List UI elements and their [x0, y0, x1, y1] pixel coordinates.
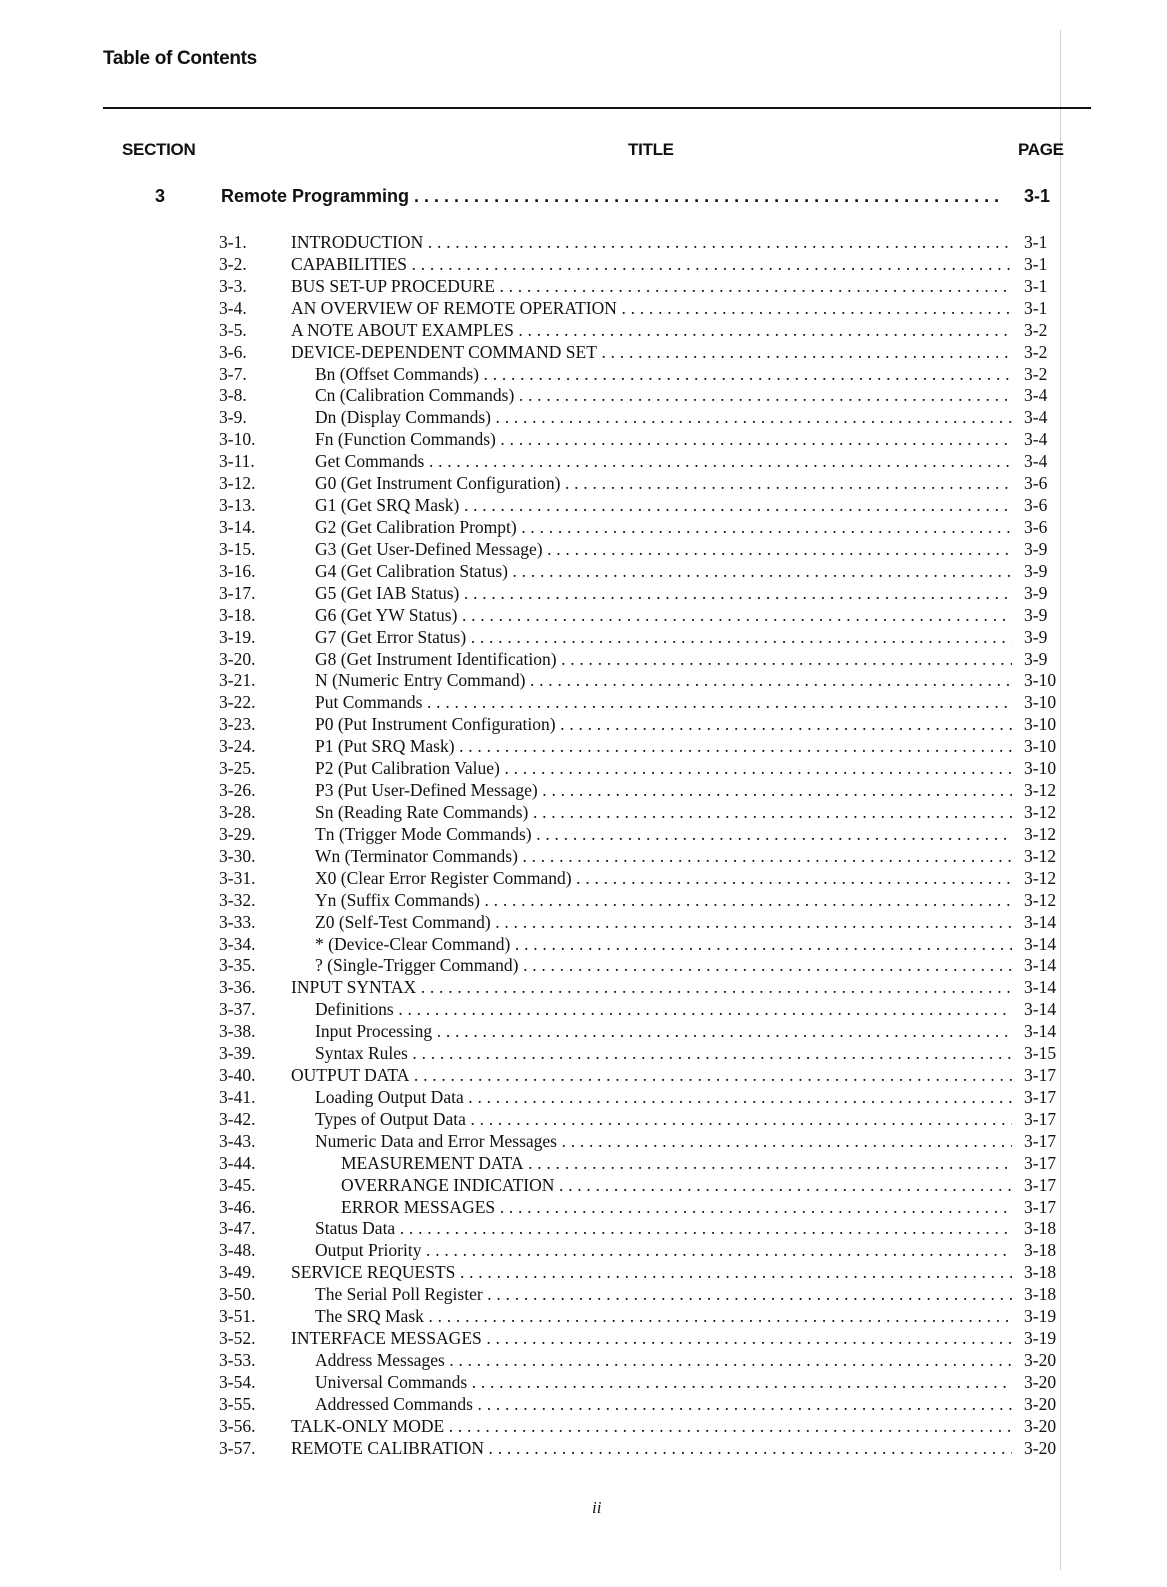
toc-entry-leader [315, 627, 1012, 648]
toc-entry-title: P0 (Put Instrument Configuration) [315, 714, 556, 735]
toc-entry-page: 3-2 [1024, 341, 1048, 362]
toc-entry-number: 3-54. [219, 1371, 256, 1392]
toc-entry-page: 3-9 [1024, 604, 1048, 625]
toc-entry-number: 3-19. [219, 626, 256, 647]
toc-entry-page: 3-2 [1024, 363, 1048, 384]
toc-entry[interactable] [0, 802, 1167, 824]
toc-entry[interactable] [0, 1372, 1167, 1394]
toc-entry-page: 3-10 [1024, 758, 1057, 779]
toc-entry-leader [315, 517, 1012, 538]
toc-entry-title: G6 (Get YW Status) [315, 604, 458, 625]
toc-entry[interactable] [0, 298, 1167, 320]
toc-entry-number: 3-43. [219, 1130, 256, 1151]
toc-entry-number: 3-17. [219, 582, 256, 603]
toc-entry-number: 3-52. [219, 1328, 256, 1349]
toc-entry-number: 3-31. [219, 867, 256, 888]
toc-entry-leader [315, 1218, 1012, 1239]
toc-entry-page: 3-18 [1024, 1262, 1057, 1283]
toc-entry-leader [315, 451, 1012, 472]
toc-entry-title: The Serial Poll Register [315, 1284, 483, 1305]
toc-entry-number: 3-46. [219, 1196, 256, 1217]
toc-entry-leader [315, 1372, 1012, 1393]
toc-entry-leader [315, 934, 1012, 955]
toc-entry-title: Status Data [315, 1218, 396, 1239]
toc-entry[interactable] [0, 912, 1167, 934]
toc-entry-title: Z0 (Self-Test Command) [315, 911, 491, 932]
toc-entry[interactable] [0, 868, 1167, 890]
toc-entry-title: G2 (Get Calibration Prompt) [315, 516, 517, 537]
toc-entry-number: 3-51. [219, 1306, 256, 1327]
toc-entry-leader [315, 912, 1012, 933]
toc-entry[interactable] [0, 276, 1167, 298]
toc-entry-title: Dn (Display Commands) [315, 407, 491, 428]
toc-entry[interactable] [0, 1175, 1167, 1197]
toc-entry-number: 3-15. [219, 538, 256, 559]
toc-entry-page: 3-2 [1024, 319, 1048, 340]
toc-entry-number: 3-2. [219, 253, 247, 274]
toc-entry[interactable] [0, 1416, 1167, 1438]
toc-entry-title: A NOTE ABOUT EXAMPLES [291, 319, 514, 340]
toc-entry-page: 3-19 [1024, 1328, 1057, 1349]
toc-entry-page: 3-6 [1024, 516, 1048, 537]
toc-entry[interactable] [0, 385, 1167, 407]
toc-entry-number: 3-16. [219, 560, 256, 581]
toc-entry-leader [315, 955, 1012, 976]
toc-entry[interactable] [0, 605, 1167, 627]
toc-entry-number: 3-18. [219, 604, 256, 625]
toc-entry-title: Numeric Data and Error Messages [315, 1130, 557, 1151]
toc-entry-page: 3-1 [1024, 275, 1048, 296]
toc-entry-page: 3-18 [1024, 1218, 1057, 1239]
toc-entry-number: 3-57. [219, 1437, 256, 1458]
toc-entry-number: 3-33. [219, 911, 256, 932]
toc-entry-leader [315, 1021, 1012, 1042]
toc-entry-title: G8 (Get Instrument Identification) [315, 648, 557, 669]
toc-entry-page: 3-1 [1024, 253, 1048, 274]
toc-entry-page: 3-9 [1024, 538, 1048, 559]
toc-entry-number: 3-11. [219, 451, 255, 472]
toc-entry-page: 3-14 [1024, 1021, 1057, 1042]
toc-entry-title: Addressed Commands [315, 1393, 473, 1414]
toc-entry-title: The SRQ Mask [315, 1306, 424, 1327]
toc-entry-title: Bn (Offset Commands) [315, 363, 479, 384]
toc-entry-number: 3-22. [219, 692, 256, 713]
toc-entry-page: 3-17 [1024, 1196, 1057, 1217]
toc-entry-page: 3-9 [1024, 560, 1048, 581]
toc-entry-page: 3-20 [1024, 1393, 1057, 1414]
toc-entry-leader [315, 1350, 1012, 1371]
toc-entry-page: 3-18 [1024, 1284, 1057, 1305]
toc-entry-leader [315, 999, 1012, 1020]
toc-entry-title: Put Commands [315, 692, 423, 713]
toc-entry-page: 3-10 [1024, 692, 1057, 713]
column-heading-title: TITLE [628, 140, 674, 159]
toc-entry-number: 3-13. [219, 495, 256, 516]
toc-entry-leader [291, 276, 1012, 297]
toc-entry-page: 3-10 [1024, 670, 1057, 691]
toc-entry-page: 3-17 [1024, 1152, 1057, 1173]
toc-entry-title: Input Processing [315, 1021, 433, 1042]
toc-entry-number: 3-6. [219, 341, 247, 362]
toc-entry-leader [315, 692, 1012, 713]
toc-entry-number: 3-1. [219, 232, 247, 252]
toc-entry[interactable] [0, 342, 1167, 364]
toc-entry-title: Address Messages [315, 1350, 445, 1371]
toc-entry-title: SERVICE REQUESTS [291, 1262, 456, 1283]
toc-entry[interactable] [0, 1262, 1167, 1284]
toc-entry-page: 3-4 [1024, 451, 1048, 472]
toc-entry-title: G3 (Get User-Defined Message) [315, 538, 543, 559]
toc-entry-title: * (Device-Clear Command) [315, 933, 511, 954]
toc-entry-page: 3-10 [1024, 714, 1057, 735]
toc-entry-page: 3-12 [1024, 867, 1057, 888]
toc-entry[interactable] [0, 1306, 1167, 1328]
toc-entry[interactable] [0, 1394, 1167, 1416]
toc-entry[interactable] [0, 649, 1167, 671]
toc-entry[interactable] [0, 320, 1167, 342]
toc-entry-leader [341, 1175, 1012, 1196]
toc-entry-leader [291, 1328, 1012, 1349]
toc-entry-number: 3-5. [219, 319, 247, 340]
toc-entry[interactable] [0, 1153, 1167, 1175]
toc-entry-title: Wn (Terminator Commands) [315, 845, 518, 866]
toc-entry[interactable] [0, 473, 1167, 495]
toc-entry-page: 3-4 [1024, 407, 1048, 428]
toc-entry[interactable] [0, 1043, 1167, 1065]
toc-entry-leader [291, 977, 1012, 998]
toc-entry-number: 3-9. [219, 407, 247, 428]
toc-entry[interactable] [0, 934, 1167, 956]
toc-entry-title: G1 (Get SRQ Mask) [315, 495, 460, 516]
toc-entry[interactable] [0, 977, 1167, 999]
toc-entry[interactable] [0, 627, 1167, 649]
toc-entry[interactable] [0, 736, 1167, 758]
toc-entry-number: 3-55. [219, 1393, 256, 1414]
toc-entry-page: 3-20 [1024, 1437, 1057, 1458]
toc-entry-leader [291, 254, 1012, 275]
toc-entry-page: 3-1 [1024, 232, 1048, 252]
toc-entry-leader [341, 1153, 1012, 1174]
toc-entry-title: ERROR MESSAGES [341, 1196, 496, 1217]
toc-entry-page: 3-12 [1024, 780, 1057, 801]
toc-entry-leader [315, 407, 1012, 428]
toc-entry[interactable] [0, 1131, 1167, 1153]
toc-entry-title: N (Numeric Entry Command) [315, 670, 526, 691]
toc-entry-title: INTRODUCTION [291, 232, 424, 252]
toc-entry-leader [315, 561, 1012, 582]
toc-entry-page: 3-17 [1024, 1174, 1057, 1195]
toc-entry[interactable] [0, 232, 1167, 254]
toc-entry[interactable] [0, 407, 1167, 429]
toc-entry-title: Fn (Function Commands) [315, 429, 496, 450]
toc-entry-page: 3-17 [1024, 1108, 1057, 1129]
toc-entry-number: 3-48. [219, 1240, 256, 1261]
chapter-title-leader [221, 186, 1001, 207]
column-heading-section: SECTION [122, 140, 196, 159]
toc-entry-page: 3-10 [1024, 736, 1057, 757]
toc-entry[interactable] [0, 780, 1167, 802]
toc-entry[interactable] [0, 758, 1167, 780]
toc-entry-leader [315, 1131, 1012, 1152]
toc-entry-number: 3-53. [219, 1350, 256, 1371]
toc-entry-number: 3-50. [219, 1284, 256, 1305]
toc-entry-page: 3-14 [1024, 933, 1057, 954]
toc-entry-page: 3-1 [1024, 297, 1048, 318]
toc-entry-page: 3-12 [1024, 845, 1057, 866]
toc-entry-leader [315, 539, 1012, 560]
toc-entry-number: 3-41. [219, 1086, 256, 1107]
chapter-number: 3 [155, 186, 166, 206]
toc-entry[interactable] [0, 583, 1167, 605]
toc-entry-title: P2 (Put Calibration Value) [315, 758, 500, 779]
toc-entry-number: 3-7. [219, 363, 247, 384]
toc-entry-leader [291, 1416, 1012, 1437]
toc-entry[interactable] [0, 670, 1167, 692]
toc-entry[interactable] [0, 429, 1167, 451]
toc-entry[interactable] [0, 890, 1167, 912]
toc-entry[interactable] [0, 714, 1167, 736]
toc-entry-page: 3-20 [1024, 1415, 1057, 1436]
toc-entry[interactable] [0, 254, 1167, 276]
toc-entry-number: 3-44. [219, 1152, 256, 1173]
toc-entry-page: 3-20 [1024, 1350, 1057, 1371]
toc-entry-leader [315, 714, 1012, 735]
toc-entry-leader [315, 890, 1012, 911]
toc-entry-title: Definitions [315, 999, 394, 1020]
toc-entry-title: OVERRANGE INDICATION [341, 1174, 555, 1195]
toc-entry-number: 3-47. [219, 1218, 256, 1239]
toc-entry-page: 3-14 [1024, 955, 1057, 976]
toc-entry[interactable] [0, 846, 1167, 868]
toc-entry-title: P3 (Put User-Defined Message) [315, 780, 538, 801]
toc-entry-title: CAPABILITIES [291, 253, 408, 274]
toc-entry-leader [315, 429, 1012, 450]
column-heading-page: PAGE [1018, 140, 1064, 159]
toc-entry[interactable] [0, 1438, 1167, 1460]
toc-entry[interactable] [0, 561, 1167, 583]
toc-entry-leader [315, 605, 1012, 626]
toc-entry-leader [315, 1394, 1012, 1415]
toc-entry[interactable] [0, 1021, 1167, 1043]
toc-entry-number: 3-10. [219, 429, 256, 450]
toc-entry-leader [315, 780, 1012, 801]
chapter-entry[interactable] [0, 186, 1167, 212]
toc-entry-title: Tn (Trigger Mode Commands) [315, 823, 532, 844]
toc-entry-leader [291, 232, 1012, 253]
toc-entry-leader [315, 1043, 1012, 1064]
toc-entry-page: 3-17 [1024, 1086, 1057, 1107]
toc-entry-leader [315, 1306, 1012, 1327]
toc-entry-number: 3-39. [219, 1043, 256, 1064]
toc-entry-title: AN OVERVIEW OF REMOTE OPERATION [291, 297, 617, 318]
toc-entry-leader [315, 1109, 1012, 1130]
toc-entry-page: 3-14 [1024, 999, 1057, 1020]
toc-entry[interactable] [0, 364, 1167, 386]
toc-entry[interactable] [0, 1197, 1167, 1219]
toc-entry-title: G0 (Get Instrument Configuration) [315, 473, 561, 494]
toc-entry-title: OUTPUT DATA [291, 1065, 410, 1086]
toc-entry-leader [291, 298, 1012, 319]
toc-entry-leader [315, 802, 1012, 823]
toc-entry-number: 3-36. [219, 977, 256, 998]
toc-entry-leader [315, 824, 1012, 845]
toc-entry-title: G5 (Get IAB Status) [315, 582, 460, 603]
chapter-title: Remote Programming [221, 186, 410, 206]
toc-entry-number: 3-32. [219, 889, 256, 910]
toc-entry-number: 3-35. [219, 955, 256, 976]
toc-entry-page: 3-14 [1024, 911, 1057, 932]
toc-entry-leader [315, 385, 1012, 406]
toc-entry[interactable] [0, 1240, 1167, 1262]
toc-entry[interactable] [0, 1284, 1167, 1306]
toc-entry-leader [315, 670, 1012, 691]
toc-entry-number: 3-40. [219, 1065, 256, 1086]
toc-entry-number: 3-26. [219, 780, 256, 801]
toc-entry-title: Types of Output Data [315, 1108, 466, 1129]
toc-entry[interactable] [0, 1065, 1167, 1087]
toc-entry-leader [291, 320, 1012, 341]
toc-entry-title: INPUT SYNTAX [291, 977, 417, 998]
toc-entry-title: Output Priority [315, 1240, 422, 1261]
toc-entry-page: 3-12 [1024, 801, 1057, 822]
toc-entry-page: 3-12 [1024, 889, 1057, 910]
toc-entry-title: Cn (Calibration Commands) [315, 385, 515, 406]
toc-entry-title: MEASUREMENT DATA [341, 1152, 524, 1173]
toc-entry[interactable] [0, 1087, 1167, 1109]
toc-entry-leader [291, 1065, 1012, 1086]
toc-entry-leader [341, 1197, 1012, 1218]
toc-entry-page: 3-17 [1024, 1065, 1057, 1086]
toc-entry-number: 3-23. [219, 714, 256, 735]
toc-entry-number: 3-4. [219, 297, 247, 318]
toc-entry-number: 3-28. [219, 801, 256, 822]
chapter-page: 3-1 [1024, 186, 1051, 206]
toc-entry-page: 3-15 [1024, 1043, 1057, 1064]
toc-entry-leader [315, 846, 1012, 867]
toc-entry-number: 3-30. [219, 845, 256, 866]
toc-entry-number: 3-25. [219, 758, 256, 779]
toc-entry-page: 3-9 [1024, 648, 1048, 669]
toc-entry-number: 3-38. [219, 1021, 256, 1042]
page-number: ii [592, 1498, 602, 1517]
toc-entry-number: 3-21. [219, 670, 256, 691]
toc-entry[interactable] [0, 955, 1167, 977]
toc-entry[interactable] [0, 539, 1167, 561]
toc-entry-title: Syntax Rules [315, 1043, 408, 1064]
toc-entry-number: 3-45. [219, 1174, 256, 1195]
toc-entry-page: 3-19 [1024, 1306, 1057, 1327]
toc-entry-number: 3-24. [219, 736, 256, 757]
toc-entry[interactable] [0, 1109, 1167, 1131]
toc-entry-number: 3-14. [219, 516, 256, 537]
toc-entry-page: 3-4 [1024, 385, 1048, 406]
toc-entry-page: 3-14 [1024, 977, 1057, 998]
toc-entry-title: REMOTE CALIBRATION [291, 1437, 484, 1458]
toc-entry-leader [315, 473, 1012, 494]
toc-entry-title: G4 (Get Calibration Status) [315, 560, 508, 581]
page-header-title: Table of Contents [103, 48, 257, 69]
toc-entry-list [0, 232, 1167, 1460]
toc-entry-leader [291, 1438, 1012, 1459]
toc-entry-number: 3-49. [219, 1262, 256, 1283]
toc-entry[interactable] [0, 1328, 1167, 1350]
toc-entry-title: ? (Single-Trigger Command) [315, 955, 519, 976]
toc-entry-leader [315, 1240, 1012, 1261]
toc-entry-number: 3-12. [219, 473, 256, 494]
toc-entry-leader [315, 364, 1012, 385]
toc-entry-leader [291, 342, 1012, 363]
toc-entry-title: G7 (Get Error Status) [315, 626, 467, 647]
toc-entry-title: Sn (Reading Rate Commands) [315, 801, 529, 822]
toc-entry-page: 3-4 [1024, 429, 1048, 450]
toc-entry[interactable] [0, 692, 1167, 714]
toc-entry-number: 3-56. [219, 1415, 256, 1436]
toc-entry-number: 3-3. [219, 275, 247, 296]
toc-entry-page: 3-18 [1024, 1240, 1057, 1261]
toc-entry-page: 3-6 [1024, 473, 1048, 494]
toc-entry-leader [315, 583, 1012, 604]
toc-entry-leader [315, 495, 1012, 516]
toc-entry-leader [315, 1087, 1012, 1108]
toc-entry-page: 3-17 [1024, 1130, 1057, 1151]
toc-entry-page: 3-6 [1024, 495, 1048, 516]
toc-entry-leader [315, 1284, 1012, 1305]
toc-entry-number: 3-42. [219, 1108, 256, 1129]
toc-entry[interactable] [0, 1350, 1167, 1372]
toc-entry-title: Loading Output Data [315, 1086, 464, 1107]
toc-entry-page: 3-9 [1024, 582, 1048, 603]
toc-entry-leader [315, 758, 1012, 779]
toc-entry-page: 3-9 [1024, 626, 1048, 647]
toc-entry[interactable] [0, 1218, 1167, 1240]
toc-entry-title: Yn (Suffix Commands) [315, 889, 480, 910]
toc-entry-leader [315, 649, 1012, 670]
toc-entry-number: 3-29. [219, 823, 256, 844]
toc-entry[interactable] [0, 999, 1167, 1021]
toc-entry[interactable] [0, 451, 1167, 473]
toc-entry-leader [315, 736, 1012, 757]
toc-entry-title: BUS SET-UP PROCEDURE [291, 275, 495, 296]
toc-entry-title: DEVICE-DEPENDENT COMMAND SET [291, 341, 597, 362]
toc-entry[interactable] [0, 517, 1167, 539]
toc-entry-title: P1 (Put SRQ Mask) [315, 736, 455, 757]
toc-entry-title: Universal Commands [315, 1371, 468, 1392]
toc-entry-page: 3-12 [1024, 823, 1057, 844]
toc-entry-number: 3-8. [219, 385, 247, 406]
toc-entry-leader [315, 868, 1012, 889]
toc-entry-title: Get Commands [315, 451, 425, 472]
toc-entry-title: INTERFACE MESSAGES [291, 1328, 482, 1349]
toc-entry-number: 3-20. [219, 648, 256, 669]
toc-entry-title: X0 (Clear Error Register Command) [315, 867, 572, 888]
toc-entry-page: 3-20 [1024, 1371, 1057, 1392]
toc-entry-leader [291, 1262, 1012, 1283]
header-rule [103, 107, 1091, 109]
toc-entry-number: 3-34. [219, 933, 256, 954]
toc-entry[interactable] [0, 824, 1167, 846]
toc-entry[interactable] [0, 495, 1167, 517]
toc-entry-number: 3-37. [219, 999, 256, 1020]
toc-entry-title: TALK-ONLY MODE [291, 1415, 445, 1436]
